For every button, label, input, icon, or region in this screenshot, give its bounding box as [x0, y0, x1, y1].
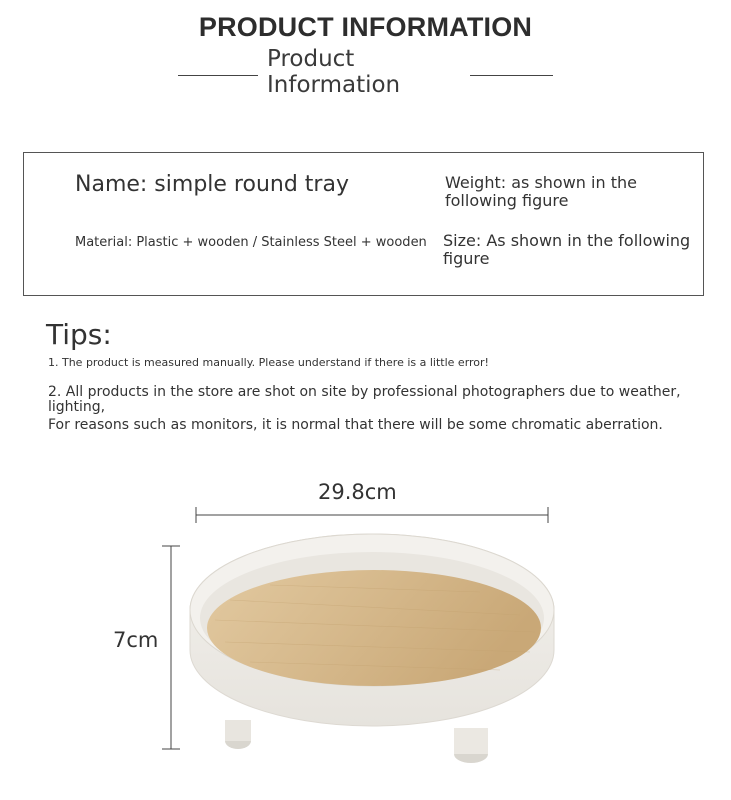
tray-wood-surface: [207, 570, 541, 686]
tips-title: Tips:: [46, 318, 112, 351]
height-label: 7cm: [113, 628, 159, 652]
page-title: PRODUCT INFORMATION: [198, 12, 533, 42]
product-material: Material: Plastic + wooden / Stainless Steel + wooden: [75, 235, 427, 250]
product-weight: Weight: as shown in the following figure: [445, 173, 637, 210]
subtitle-text: Product Information: [267, 46, 401, 98]
tip-1: 1. The product is measured manually. Please understand if there is a little error!: [48, 356, 489, 369]
tip-2: 2. All products in the store are shot on site by professional photographers due to weather, lighting,: [48, 384, 681, 415]
product-size: Size: As shown in the following figure: [443, 231, 691, 268]
tip-2-continued: For reasons such as monitors, it is normal that there will be some chromatic aberration.: [48, 417, 663, 433]
tray-foot-right-body: [454, 728, 488, 754]
width-label: 29.8cm: [318, 480, 397, 504]
tray-foot-left-body: [225, 720, 251, 741]
product-name: Name: simple round tray: [75, 172, 349, 197]
